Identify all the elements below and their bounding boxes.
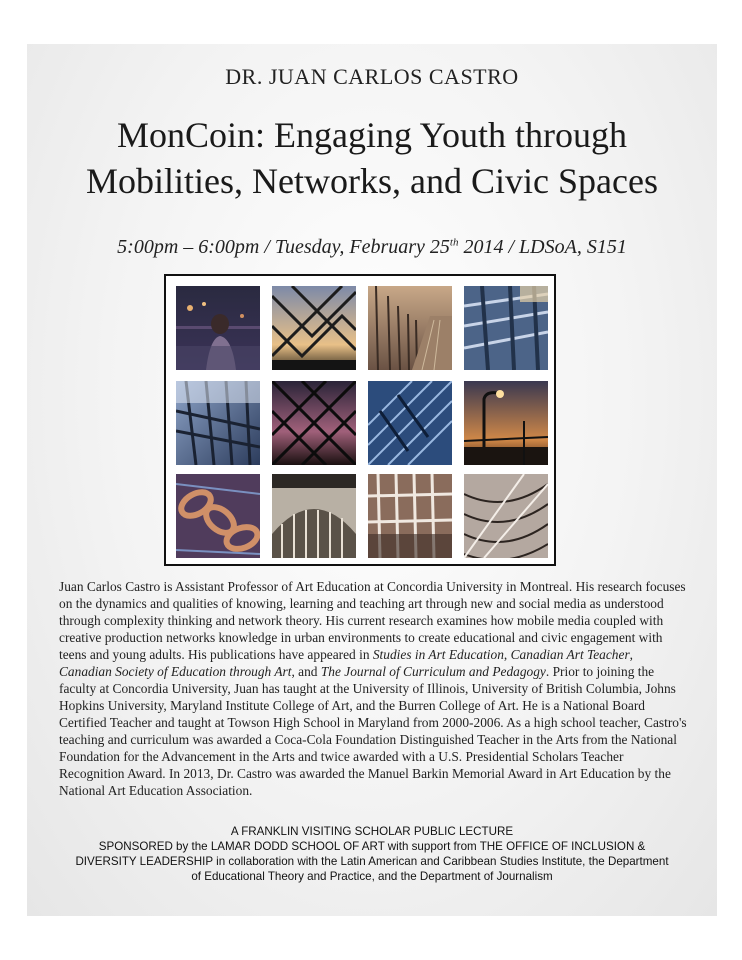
event-poster <box>27 44 717 916</box>
photo-chainlink-sunset <box>272 286 356 370</box>
event-details <box>27 236 717 259</box>
photo-grid <box>164 274 556 566</box>
footer-line-2: SPONSORED by the LAMAR DODD SCHOOL OF ART with support from THE OFFICE OF INCLUSION & <box>98 840 646 853</box>
photo-girl-at-night <box>176 286 260 370</box>
lecture-title <box>37 112 707 204</box>
bio-separator-3: , and <box>291 664 321 679</box>
footer-line-4: of Educational Theory and Practice, and the Department of Journalism <box>191 870 553 883</box>
photo-streetlight-dusk <box>464 381 548 465</box>
bio-journal-1: Studies in Art Education <box>372 647 504 662</box>
bio-separator-2: , <box>629 647 634 662</box>
title-line-2: Mobilities, Networks, and Civic Spaces <box>86 161 658 201</box>
footer-line-3: DIVERSITY LEADERSHIP in collaboration with the Latin American and Caribbean Studies Institute, the Department <box>75 855 669 868</box>
title-line-1: MonCoin: Engaging Youth through <box>116 115 628 155</box>
photo-chain-links <box>176 474 260 558</box>
photo-blue-stairs <box>368 381 452 465</box>
bio-separator-1: , <box>503 647 511 662</box>
speaker-biography <box>59 578 687 799</box>
details-date-time: 5:00pm – 6:00pm / Tuesday, February 25 <box>117 236 450 258</box>
photo-railing-steps <box>464 286 548 370</box>
sponsor-footer <box>27 824 717 884</box>
photo-window-bars <box>368 474 452 558</box>
details-location: 2014 / LDSoA, S151 <box>458 236 627 258</box>
footer-line-1: A FRANKLIN VISITING SCHOLAR PUBLIC LECTURE <box>230 825 514 838</box>
photo-fence-dusk <box>272 381 356 465</box>
bio-journal-3: Canadian Society of Education through Art <box>59 664 292 679</box>
speaker-name: DR. JUAN CARLOS CASTRO <box>225 64 519 89</box>
photo-bridge-arch <box>272 474 356 558</box>
bio-text-intro: Juan Carlos Castro is Assistant Professor of Art Education at Concordia University in Montreal. His research focuses on the dynamics and qualities of knowing, learning and teaching art through new and social media as understood through complexity thinking and network theory. His current research examines how mobile media coupled with creative production networks knowledge in urban environments to create educational and civic engagement with teens and young adults. His publications have appeared in <box>59 579 686 662</box>
bio-journal-2: Canadian Art Teacher <box>510 647 630 662</box>
details-ordinal: th <box>449 236 459 249</box>
bio-text-rest: . Prior to joining the faculty at Concordia University, Juan has taught at the University of Illinois, University of British Columbia, Johns Hopkins University, Maryland Institute College of Art, and the Burren College of Art. He is a National Board Certified Teacher and taught at Towson High School in Maryland from 2000-2006. As a high school teacher, Castro's teaching and curriculum was awarded a Coca-Cola Foundation Distinguished Teacher in the Arts from the National Foundation for the Advancement in the Arts and twice awarded with a U.S. Presidential Scholars Teacher Recognition Award. In 2013, Dr. Castro was awarded the Manuel Barkin Memorial Award in Art Education by the National Art Education Association. <box>59 664 687 798</box>
photo-fence-wire <box>464 474 548 558</box>
bio-journal-4: The Journal of Curriculum and Pedagogy <box>320 664 546 679</box>
photo-bridge-walkway <box>368 286 452 370</box>
photo-stair-grid <box>176 381 260 465</box>
